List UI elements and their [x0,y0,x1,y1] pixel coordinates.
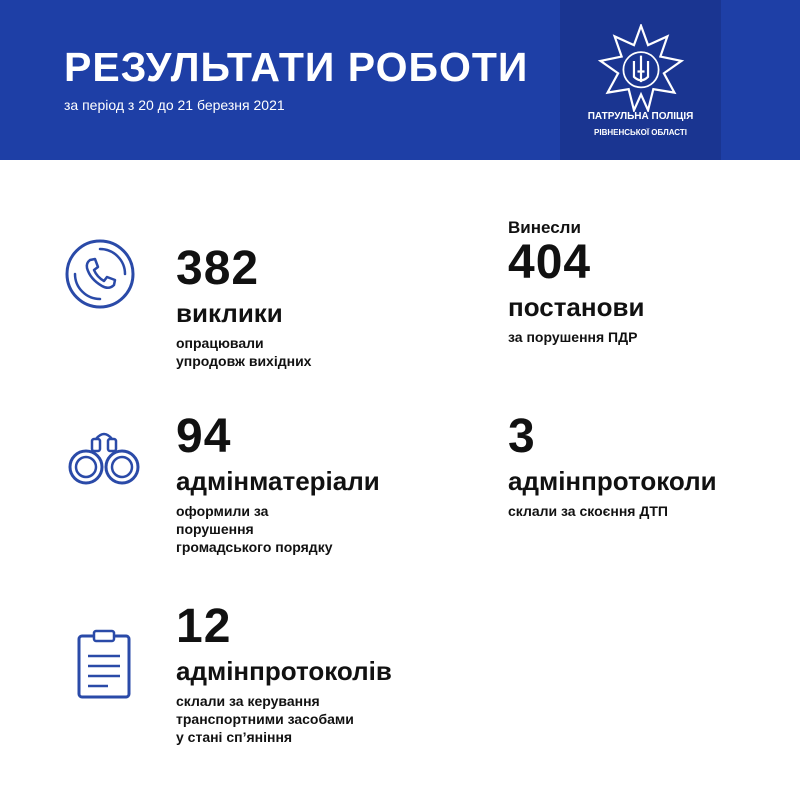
stat-admin-materials [176,412,380,556]
stat-dtp-protocols [508,412,717,520]
rulings-prefix: Винесли [508,218,581,237]
clipboard-icon [76,628,132,700]
badge-title: ПАТРУЛЬНА ПОЛІЦІЯ [587,111,694,122]
stat-drunk-protocols [176,602,392,746]
rulings-number: 404 [508,236,592,289]
period-subtitle: за період з 20 до 21 березня 2021 [64,97,285,113]
police-star-icon [597,24,685,112]
drunk-protocols-description: склали за керування транспортними засобами у стані сп’яніння [176,693,354,745]
phone-icon [64,238,136,310]
admin-materials-label: адмінматеріали [176,466,380,496]
police-badge [560,0,721,160]
dtp-protocols-description: склали за скоєння ДТП [508,503,668,519]
header-banner [0,0,800,160]
handcuffs-icon [64,425,144,489]
stat-calls [176,244,311,370]
rulings-description: за порушення ПДР [508,329,638,345]
dtp-protocols-number: 3 [508,410,536,463]
drunk-protocols-number: 12 [176,600,232,653]
calls-label: виклики [176,298,283,328]
page-title: РЕЗУЛЬТАТИ РОБОТИ [64,44,529,90]
admin-materials-description: оформили за порушення громадського порядку [176,503,333,555]
calls-description: опрацювали упродовж вихідних [176,335,312,369]
stat-rulings [508,218,644,346]
drunk-protocols-label: адмінпротоколів [176,656,392,686]
dtp-protocols-label: адмінпротоколи [508,466,717,496]
rulings-label: постанови [508,292,645,322]
calls-number: 382 [176,242,260,295]
admin-materials-number: 94 [176,410,232,463]
badge-region: РІВНЕНСЬКОЇ ОБЛАСТІ [594,128,687,137]
